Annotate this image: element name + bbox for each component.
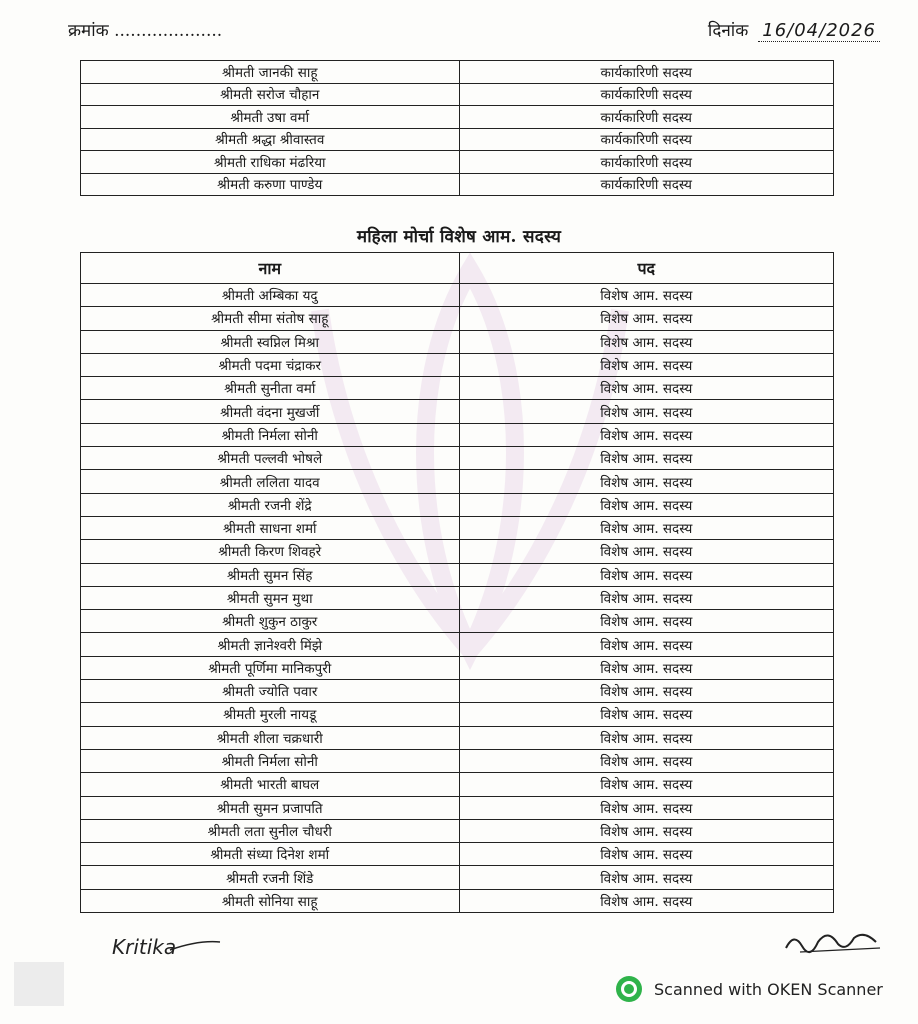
signature-left (108, 926, 228, 966)
member-role: कार्यकारिणी सदस्य (459, 83, 834, 106)
table-row (81, 493, 834, 516)
member-role: विशेष आम. सदस्य (459, 586, 834, 609)
member-role: विशेष आम. सदस्य (459, 656, 834, 679)
table-row (81, 83, 834, 106)
table-row (81, 680, 834, 703)
member-name: श्रीमती ज्योति पवार (81, 680, 460, 703)
member-name: श्रीमती रजनी शेंद्रे (81, 493, 460, 516)
table-row (81, 470, 834, 493)
oken-scanner-icon (616, 976, 642, 1002)
executive-members-table (80, 60, 834, 196)
column-header-role: पद (459, 253, 834, 284)
member-role: विशेष आम. सदस्य (459, 493, 834, 516)
scanner-badge (616, 976, 883, 1002)
member-name: श्रीमती पल्लवी भोषले (81, 447, 460, 470)
table-row (81, 796, 834, 819)
table-row (81, 726, 834, 749)
member-role: विशेष आम. सदस्य (459, 633, 834, 656)
table-row (81, 773, 834, 796)
member-role: विशेष आम. सदस्य (459, 563, 834, 586)
signature-right (780, 922, 890, 958)
member-role: विशेष आम. सदस्य (459, 866, 834, 889)
member-name: श्रीमती किरण शिवहरे (81, 540, 460, 563)
table-row (81, 889, 834, 912)
member-role: विशेष आम. सदस्य (459, 423, 834, 446)
member-name: श्रीमती भारती बाघल (81, 773, 460, 796)
member-role: कार्यकारिणी सदस्य (459, 106, 834, 129)
member-role: विशेष आम. सदस्य (459, 353, 834, 376)
column-header-name: नाम (81, 253, 460, 284)
member-name: श्रीमती स्वप्निल मिश्रा (81, 330, 460, 353)
member-name: श्रीमती करुणा पाण्डेय (81, 173, 460, 196)
scanner-label: Scanned with OKEN Scanner (654, 979, 883, 999)
table-row (81, 866, 834, 889)
member-name: श्रीमती अम्बिका यदु (81, 284, 460, 307)
member-role: विशेष आम. सदस्य (459, 377, 834, 400)
member-role: विशेष आम. सदस्य (459, 680, 834, 703)
member-name: श्रीमती ललिता यादव (81, 470, 460, 493)
member-name: श्रीमती सुनीता वर्मा (81, 377, 460, 400)
member-name: श्रीमती सीमा संतोष साहू (81, 307, 460, 330)
table-row (81, 586, 834, 609)
member-name: श्रीमती साधना शर्मा (81, 516, 460, 539)
table-row (81, 610, 834, 633)
table-row (81, 61, 834, 84)
member-name: श्रीमती निर्मला सोनी (81, 423, 460, 446)
table-row (81, 330, 834, 353)
member-role: विशेष आम. सदस्य (459, 400, 834, 423)
member-name: श्रीमती सरोज चौहान (81, 83, 460, 106)
member-name: श्रीमती रजनी शिंडे (81, 866, 460, 889)
member-name: श्रीमती सोनिया साहू (81, 889, 460, 912)
member-name: श्रीमती उषा वर्मा (81, 106, 460, 129)
member-name: श्रीमती राधिका मंढरिया (81, 151, 460, 174)
member-name: श्रीमती सुमन प्रजापति (81, 796, 460, 819)
member-name: श्रीमती सुमन मुथा (81, 586, 460, 609)
member-name: श्रीमती शीला चक्रधारी (81, 726, 460, 749)
member-role: विशेष आम. सदस्य (459, 726, 834, 749)
member-name: श्रीमती शुकुन ठाकुर (81, 610, 460, 633)
reference-number-label: क्रमांक .................... (68, 21, 223, 41)
member-role: विशेष आम. सदस्य (459, 516, 834, 539)
table-row (81, 106, 834, 129)
member-name: श्रीमती संध्या दिनेश शर्मा (81, 843, 460, 866)
member-role: विशेष आम. सदस्य (459, 470, 834, 493)
table-row (81, 703, 834, 726)
section-title: महिला मोर्चा विशेष आम. सदस्य (356, 227, 562, 247)
member-name: श्रीमती मुरली नायडू (81, 703, 460, 726)
member-role: विशेष आम. सदस्य (459, 843, 834, 866)
member-role: विशेष आम. सदस्य (459, 703, 834, 726)
table-row (81, 843, 834, 866)
member-role: कार्यकारिणी सदस्य (459, 173, 834, 196)
date-value: 16/04/2026 (758, 20, 880, 42)
member-role: विशेष आम. सदस्य (459, 819, 834, 842)
member-name: श्रीमती पूर्णिमा मानिकपुरी (81, 656, 460, 679)
member-role: विशेष आम. सदस्य (459, 330, 834, 353)
member-role: विशेष आम. सदस्य (459, 610, 834, 633)
date-label: दिनांक (707, 21, 749, 41)
table-row (81, 540, 834, 563)
table-row (81, 173, 834, 196)
member-name: श्रीमती ज्ञानेश्वरी मिंझे (81, 633, 460, 656)
special-members-table (80, 252, 834, 913)
member-role: विशेष आम. सदस्य (459, 540, 834, 563)
member-role: विशेष आम. सदस्य (459, 447, 834, 470)
member-role: विशेष आम. सदस्य (459, 796, 834, 819)
table-row (81, 128, 834, 151)
table-row (81, 284, 834, 307)
member-name: श्रीमती पदमा चंद्राकर (81, 353, 460, 376)
table-row (81, 377, 834, 400)
member-role: विशेष आम. सदस्य (459, 749, 834, 772)
scan-corner-mark (14, 962, 64, 1006)
member-role: विशेष आम. सदस्य (459, 284, 834, 307)
table-row (81, 307, 834, 330)
table-header-row (81, 253, 834, 284)
table-row (81, 447, 834, 470)
member-role: कार्यकारिणी सदस्य (459, 151, 834, 174)
table-row (81, 423, 834, 446)
member-name: श्रीमती सुमन सिंह (81, 563, 460, 586)
signature-left-text: Kritika (112, 935, 177, 959)
table-row (81, 749, 834, 772)
table-row (81, 819, 834, 842)
member-role: विशेष आम. सदस्य (459, 307, 834, 330)
table-row (81, 516, 834, 539)
letterhead-header (0, 14, 918, 46)
member-name: श्रीमती लता सुनील चौधरी (81, 819, 460, 842)
table-row (81, 400, 834, 423)
member-name: श्रीमती वंदना मुखर्जी (81, 400, 460, 423)
table-row (81, 353, 834, 376)
member-role: कार्यकारिणी सदस्य (459, 128, 834, 151)
member-name: श्रीमती श्रद्धा श्रीवास्तव (81, 128, 460, 151)
date-field (708, 18, 880, 42)
member-role: विशेष आम. सदस्य (459, 889, 834, 912)
table-row (81, 563, 834, 586)
table-row (81, 656, 834, 679)
table-row (81, 633, 834, 656)
member-name: श्रीमती निर्मला सोनी (81, 749, 460, 772)
table-row (81, 151, 834, 174)
member-role: कार्यकारिणी सदस्य (459, 61, 834, 84)
member-role: विशेष आम. सदस्य (459, 773, 834, 796)
member-name: श्रीमती जानकी साहू (81, 61, 460, 84)
